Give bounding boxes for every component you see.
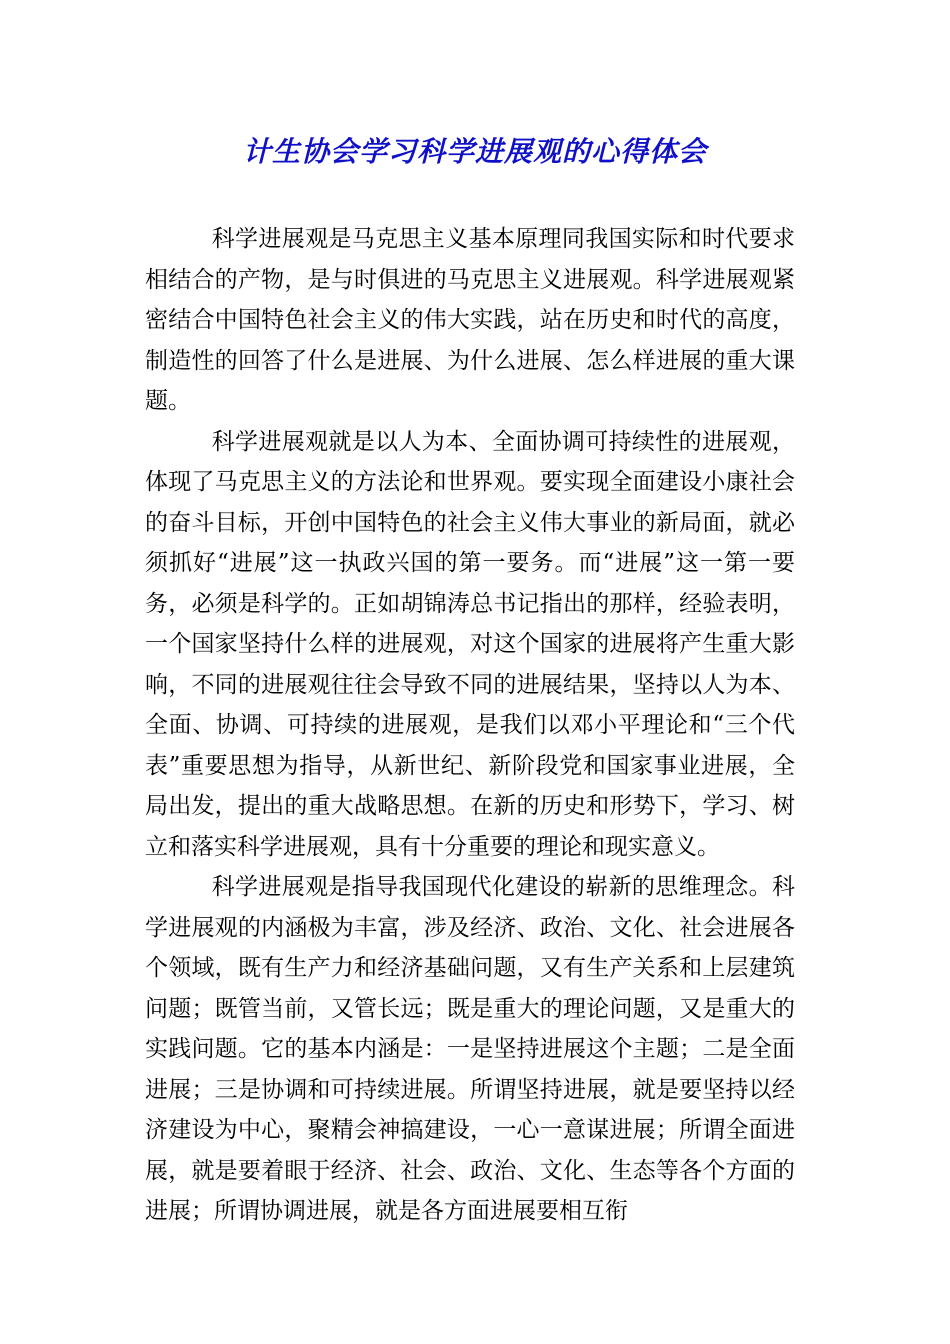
paragraph-1: 科学进展观是马克思主义基本原理同我国实际和时代要求相结合的产物，是与时俱进的马克思主义进展观。科学进展观紧密结合中国特色社会主义的伟大实践，站在历史和时代的高度，制造性的回答了什么是进展、为什么进展、怎么样进展的重大课题。 (145, 226, 795, 414)
document-body (145, 219, 795, 1232)
document-title: 计生协会学习科学进展观的心得体会 (242, 135, 707, 168)
paragraph-3: 科学进展观是指导我国现代化建设的崭新的思维理念。科学进展观的内涵极为丰富，涉及经济、政治、文化、社会进展各个领域，既有生产力和经济基础问题，又有生产关系和上层建筑问题；既管当前，又管长远；既是重大的理论问题，又是重大的实践问题。它的基本内涵是：一是坚持进展这个主题；二是全面进展；三是协调和可持续进展。所谓坚持进展，就是要坚持以经济建设为中心，聚精会神搞建设，一心一意谋进展；所谓全面进展，就是要着眼于经济、社会、政治、文化、生态等各个方面的进展；所谓协调进展，就是各方面进展要相互衔 (145, 874, 795, 1224)
paragraph-2: 科学进展观就是以人为本、全面协调可持续性的进展观，体现了马克思主义的方法论和世界观。要实现全面建设小康社会的奋斗目标，开创中国特色的社会主义伟大事业的新局面，就必须抓好“进展”这一执政兴国的第一要务。而“进展”这一第一要务，必须是科学的。正如胡锦涛总书记指出的那样，经验表明，一个国家坚持什么样的进展观，对这个国家的进展将产生重大影响，不同的进展观往往会导致不同的进展结果，坚持以人为本、全面、协调、可持续的进展观，是我们以邓小平理论和“三个代表”重要思想为指导，从新世纪、新阶段党和国家事业进展，全局出发，提出的重大战略思想。在新的历史和形势下，学习、树立和落实科学进展观，具有十分重要的理论和现实意义。 (145, 428, 795, 860)
